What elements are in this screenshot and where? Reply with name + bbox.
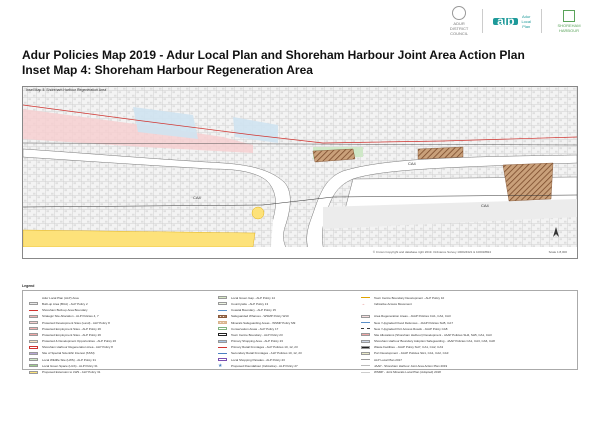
legend-item	[361, 307, 491, 313]
legend-swatch	[218, 333, 227, 336]
legend-swatch	[29, 364, 38, 367]
legend-swatch	[218, 302, 227, 305]
legend-swatch	[218, 321, 227, 324]
legend-swatch	[218, 327, 227, 330]
legend-item	[361, 345, 491, 351]
area-label-ca4: CA4	[193, 195, 201, 200]
alp-logo	[493, 14, 531, 29]
legend-swatch	[361, 365, 370, 366]
copyright-notice: © Crown Copyright and database right 2019. Ordnance Survey 100024321 & 100018824	[372, 250, 491, 254]
legend-swatch	[361, 352, 370, 355]
legend-item	[361, 332, 491, 338]
inset-map[interactable]	[23, 87, 577, 258]
legend-item	[218, 326, 348, 332]
beach-strip	[23, 247, 577, 258]
legend-label: Strategic Site Allocation - ALP Policies 4, 7	[42, 314, 99, 319]
legend-swatch	[218, 296, 227, 299]
legend-swatch	[218, 353, 227, 354]
scale-text: Scale 1:8,000	[548, 250, 567, 254]
legend-item	[29, 295, 159, 301]
legend-swatch	[29, 327, 38, 330]
legend-label: Site Allocations (Shoreham Harbour) Development - JAAP Policies SH4, SH5, CA1, CA3	[374, 332, 492, 337]
legend-item	[29, 314, 159, 320]
legend-item	[29, 363, 159, 369]
legend-swatch	[361, 340, 370, 343]
legend-swatch	[361, 328, 370, 329]
legend-label: Proposed Extension to LWS - ALP Policy 31	[42, 370, 101, 375]
yellow-lws-round[interactable]	[252, 207, 264, 219]
arrow-icon: →	[361, 301, 365, 307]
legend-swatch	[29, 296, 38, 299]
legend-label: Minerals Safeguarding Areas - WSMP Policy M9	[231, 320, 296, 325]
legend-column-2	[218, 295, 348, 369]
adur-logo-line: COUNCIL	[450, 31, 469, 36]
legend-label: Protected & Development Opportunities - ALP Policy 26	[42, 339, 116, 344]
legend-swatch	[361, 297, 370, 298]
legend-label: Primary Shopping Area - ALP Policy 23	[231, 339, 283, 344]
logo-separator	[482, 9, 483, 33]
legend-label: Protected Development Sites (Land) - ALP Policy 8	[42, 320, 110, 325]
legend-item	[218, 332, 348, 338]
legend-swatch	[29, 352, 38, 355]
legend-label: ALP Local Plan 2017	[374, 357, 402, 362]
legend-item	[29, 320, 159, 326]
legend-label: JAAP - Shoreham Harbour Joint Area Action Plan 2019	[374, 363, 448, 368]
alp-badge: alp	[493, 18, 518, 25]
legend-label: Local Green Space (LGS) - ALP Policy 31	[42, 363, 98, 368]
legend-label: Waste Facilities - JAAP Policy SH7, CA1, CA2, CA3	[374, 345, 444, 350]
legend-label: Countryside - ALP Policy 13	[231, 301, 269, 306]
adur-logo-line: ADUR DISTRICT	[449, 21, 469, 31]
alp-logo-text: Adur Local Plan	[521, 13, 531, 29]
yellow-lws-area[interactable]	[23, 230, 255, 247]
legend-item	[218, 351, 348, 357]
legend-label: Secondary Retail Frontages - ALP Policies 10, 12, 23	[231, 351, 302, 356]
legend-label: Primary Retail Frontages - ALP Policies 10, 12, 23	[231, 345, 298, 350]
area-label-ca4: CA4	[408, 161, 416, 166]
legend-label: Indicative Access Movement	[374, 301, 412, 306]
legend-item	[218, 307, 348, 313]
legend-label: Safeguarded Wharves - WSMP Policy W10	[231, 314, 289, 319]
legend-label: Town Centre Boundary - ALP Policy 23	[231, 332, 283, 337]
legend-swatch	[218, 310, 227, 311]
legend-label: Shoreham Harbour Regeneration Area - ALP Policy 8	[42, 345, 113, 350]
map-frame[interactable]	[22, 86, 578, 259]
legend-item	[361, 295, 491, 301]
legend-label: Protected Employment Sites - ALP Policy 26	[42, 332, 101, 337]
legend-item	[361, 357, 491, 363]
legend-swatch	[218, 358, 227, 361]
map-inset-label: Inset Map 4: Shoreham Harbour Regeneration Area	[26, 88, 107, 92]
legend-label: Local Wildlife Site (LWS) - ALP Policy 31	[42, 357, 96, 362]
legend-swatch	[29, 340, 38, 343]
legend-item	[29, 332, 159, 338]
legend-label: Adur Local Plan (ALP) Area	[42, 295, 79, 300]
legend-item	[29, 345, 159, 351]
page-subtitle: Inset Map 4: Shoreham Harbour Regeneration Area	[22, 63, 313, 77]
legend-label: Town Centre Boundary Development - ALP Policy 10	[374, 295, 445, 300]
legend-item	[218, 338, 348, 344]
legend-label: New / Upgraded Flood Defences - JAAP Policies SH5, CA7	[374, 320, 453, 325]
legend-swatch	[361, 346, 370, 349]
legend-label: Conservation Areas - ALP Policy 17	[231, 326, 279, 331]
legend-item	[218, 301, 348, 307]
legend-item	[218, 314, 348, 320]
legend-item	[218, 295, 348, 301]
legend-swatch	[29, 321, 38, 324]
logo-bar	[446, 4, 586, 38]
legend-swatch	[29, 371, 38, 374]
legend-swatch	[29, 310, 38, 311]
legend-item	[218, 357, 348, 363]
legend-swatch	[361, 322, 370, 323]
safeguarded-wharf-mid[interactable]	[418, 147, 463, 159]
legend-swatch	[361, 315, 370, 318]
legend	[22, 290, 578, 375]
legend-item	[29, 338, 159, 344]
legend-label: WSMP - Joint Minerals Local Plan (Adopted) 2018	[374, 370, 441, 375]
shoreham-harbour-logo: SHOREHAM HARBOUR	[552, 10, 586, 33]
legend-label: Shoreham Harbour Boundary Adoption Safeguarding - JAAP Policies CA1, CA3, CA6, CA8	[374, 339, 495, 344]
legend-item	[361, 320, 491, 326]
legend-swatch	[29, 358, 38, 361]
legend-item	[218, 345, 348, 351]
legend-item	[361, 301, 491, 307]
legend-item	[29, 307, 159, 313]
logo-separator	[541, 9, 542, 33]
adur-council-logo	[446, 6, 472, 36]
legend-item	[361, 363, 491, 369]
legend-item	[361, 351, 491, 357]
legend-label: Shoreham Built-up Area Boundary	[42, 308, 88, 313]
legend-label: New / Upgraded Port Access Roads - JAAP Policy CA8	[374, 326, 448, 331]
legend-label: Area Regeneration Areas - JAAP Policies CA1, CA2, CA3	[374, 314, 451, 319]
legend-item	[361, 369, 491, 375]
legend-item	[29, 357, 159, 363]
legend-swatch	[361, 333, 370, 336]
page-title: Adur Policies Map 2019 - Adur Local Plan and Shoreham Harbour Joint Area Action Plan	[22, 48, 525, 62]
harbour-mark-icon	[563, 10, 575, 22]
adur-crest-icon	[452, 6, 466, 20]
legend-swatch	[29, 346, 38, 349]
legend-swatch	[218, 347, 227, 348]
legend-column-1	[29, 295, 159, 375]
legend-item	[361, 314, 491, 320]
legend-swatch	[29, 302, 38, 305]
star-icon: ★	[218, 362, 223, 369]
legend-swatch	[218, 340, 227, 343]
legend-item	[218, 320, 348, 326]
legend-item	[361, 326, 491, 332]
legend-swatch	[361, 372, 370, 373]
legend-swatch	[29, 315, 38, 318]
legend-label: Built-up Area (BUA) - ALP Policy 2	[42, 301, 88, 306]
legend-item	[361, 338, 495, 344]
legend-item	[29, 369, 159, 375]
area-label-ca4: CA4	[481, 203, 489, 208]
legend-swatch	[218, 315, 227, 318]
legend-column-3	[361, 295, 495, 375]
legend-swatch	[361, 359, 370, 360]
legend-label: Port Development - JAAP Policies SH1, CA1, CA2, CA3	[374, 351, 449, 356]
legend-label: Coastal Boundary - ALP Policy 15	[231, 308, 276, 313]
legend-label: Proposed Roundabout (Indicative) - ALP Policy 27	[231, 363, 298, 368]
legend-swatch	[29, 333, 38, 336]
legend-item	[29, 326, 159, 332]
legend-label: Site of Special Scientific Interest (SSSI)	[42, 351, 95, 356]
legend-item	[218, 363, 348, 369]
legend-label: Local Shopping Parades - ALP Policy 23	[231, 357, 285, 362]
legend-label: Protected Employment Sites - ALP Policy 26	[42, 326, 101, 331]
legend-label: Local Green Gap - ALP Policy 14	[231, 295, 275, 300]
legend-item	[29, 301, 159, 307]
legend-item	[29, 351, 159, 357]
legend-title: Legend	[22, 284, 35, 288]
